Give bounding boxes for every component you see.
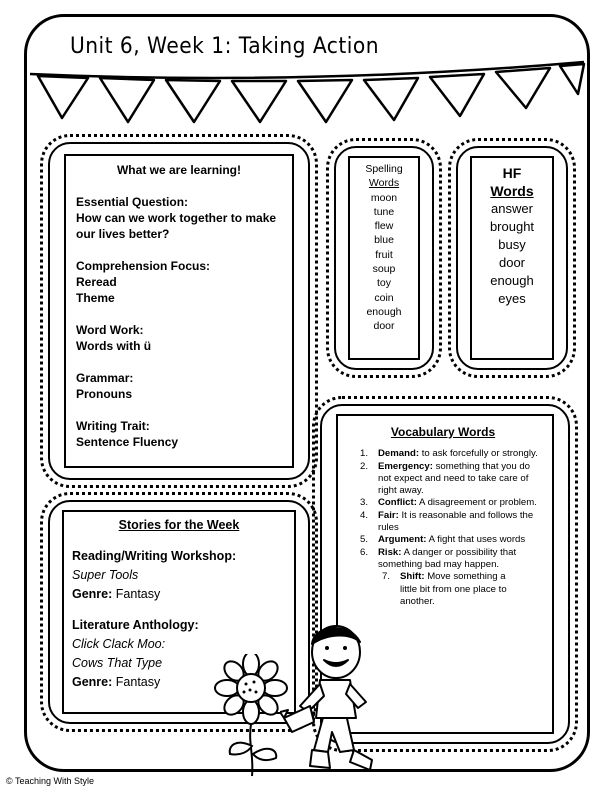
hf-heading: HF [502, 165, 522, 181]
rw-workshop-label: Reading/Writing Workshop: [72, 549, 237, 563]
genre-label: Genre: [72, 587, 113, 601]
spelling-word: soup [372, 263, 396, 276]
vocab-number: 5. [360, 534, 369, 546]
hf-heading-words: Words [490, 183, 534, 199]
hf-word: busy [498, 237, 526, 252]
vocab-number: 7. [382, 571, 391, 583]
boy-watering-illustration [280, 622, 400, 778]
word-work-value: Words with ü [76, 339, 152, 353]
hf-word: answer [491, 201, 533, 216]
vocab-definition: A danger or possibility that something bad may happen. [378, 546, 517, 570]
spelling-word: fruit [375, 248, 393, 261]
spelling-word: moon [370, 191, 398, 204]
vocab-entry [378, 448, 538, 460]
spelling-word: flew [374, 220, 394, 233]
vocab-entry [378, 534, 525, 546]
hf-word: door [498, 255, 526, 270]
vocab-definition: something that you do not expect and need to take care of right away. [378, 460, 530, 497]
writing-trait-value: Sentence Fluency [76, 435, 179, 449]
genre-value: Fantasy [115, 675, 161, 689]
lit-anthology-title1: Click Clack Moo: [72, 637, 166, 651]
bunting-banner [24, 60, 590, 130]
vocab-definition: A fight that uses words [428, 534, 526, 546]
genre-value: Fantasy [115, 587, 161, 601]
vocab-definition: Move something a little bit from one place to another. [400, 571, 507, 607]
vocab-item [360, 497, 544, 509]
vocab-entry [400, 571, 510, 608]
vocab-list [342, 448, 544, 608]
comprehension-item: Reread [76, 275, 117, 289]
vocab-term: Conflict: [378, 497, 417, 509]
essential-question-line1: How can we work together to make [76, 211, 277, 225]
vocab-term: Risk: [378, 546, 402, 558]
stories-heading: Stories for the Week [118, 518, 240, 532]
writing-trait-label: Writing Trait: [76, 419, 150, 433]
genre-label: Genre: [72, 675, 113, 689]
comprehension-label: Comprehension Focus: [76, 259, 211, 273]
spelling-word: tune [373, 205, 395, 218]
copyright-text: © Teaching With Style [6, 776, 95, 786]
vocab-number: 2. [360, 460, 369, 472]
spelling-word: enough [366, 305, 402, 318]
spelling-heading: Spelling [365, 163, 403, 175]
vocab-term: Emergency: [378, 460, 433, 472]
vocab-definition: It is reasonable and follows the rules [378, 509, 534, 534]
vocab-number: 3. [360, 497, 369, 509]
vocab-term: Argument: [378, 534, 427, 546]
hf-box [470, 156, 554, 360]
vocab-entry [378, 461, 544, 498]
spelling-word: toy [376, 277, 391, 290]
vocab-term: Demand: [378, 448, 420, 460]
lit-anthology-title2: Cows That Type [72, 656, 163, 670]
vocab-item [360, 448, 544, 460]
vocab-number: 1. [360, 448, 369, 460]
vocab-item [360, 571, 544, 608]
vocab-term: Fair: [378, 509, 399, 521]
spelling-word: door [373, 320, 395, 333]
grammar-value: Pronouns [76, 387, 132, 401]
spelling-word: coin [374, 291, 394, 304]
vocab-number: 4. [360, 509, 369, 521]
essential-question-label: Essential Question: [76, 195, 189, 209]
word-work-label: Word Work: [76, 323, 144, 337]
page-title: Unit 6, Week 1: Taking Action [70, 34, 380, 59]
lit-anthology-label: Literature Anthology: [72, 618, 199, 632]
vocab-entry [378, 497, 537, 509]
vocab-item [360, 534, 544, 546]
comprehension-item: Theme [76, 291, 115, 305]
vocab-definition: to ask forcefully or strongly. [421, 448, 538, 460]
grammar-label: Grammar: [76, 371, 134, 385]
rw-genre [72, 585, 286, 604]
learning-box [64, 154, 294, 468]
hf-word: brought [489, 219, 535, 234]
hf-word: enough [490, 273, 534, 288]
rw-workshop-title: Super Tools [72, 568, 139, 582]
vocab-item [360, 461, 544, 498]
vocab-heading: Vocabulary Words [390, 425, 496, 439]
vocab-number: 6. [360, 546, 369, 558]
essential-question-line2: our lives better? [76, 227, 170, 241]
hf-word: eyes [498, 291, 526, 306]
learning-heading: What we are learning! [116, 163, 242, 177]
vocab-entry [378, 510, 544, 535]
vocab-item [360, 547, 544, 572]
vocab-item [360, 510, 544, 535]
spelling-box [348, 156, 420, 360]
spelling-word: blue [374, 234, 394, 247]
spelling-heading-words: Words [368, 177, 400, 190]
vocab-entry [378, 547, 544, 572]
vocab-definition: A disagreement or problem. [419, 497, 537, 509]
vocab-term: Shift: [400, 571, 425, 583]
